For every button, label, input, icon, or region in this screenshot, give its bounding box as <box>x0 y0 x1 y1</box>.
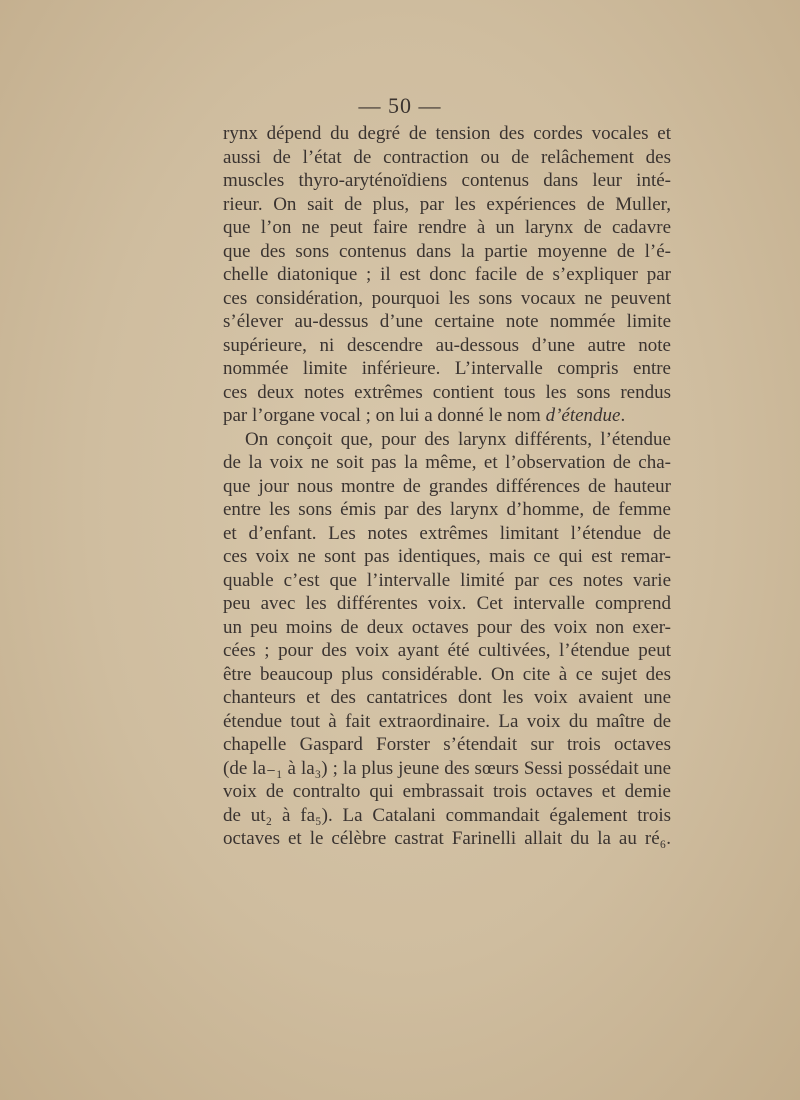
text-line: rieur. On sait de plus, par les expériences de Muller, <box>223 193 671 215</box>
text-line: s’élever au-dessus d’une certaine note nommée limite <box>223 311 671 332</box>
text-line: octaves et le célèbre castrat Farinelli allait du la au ré₆. <box>223 828 671 849</box>
text-line: ces voix ne sont pas identiques, mais ce qui est remar- <box>223 546 671 567</box>
text-line: étendue tout à fait extraordinaire. La voix du maître de <box>223 710 671 732</box>
text-line: de ut₂ à fa₅). La Catalani commandait également trois <box>223 804 671 826</box>
text-line: quable c’est que l’intervalle limité par ces notes varie <box>223 569 671 591</box>
text-line: que des sons contenus dans la partie moyenne de l’é- <box>223 240 671 262</box>
text-line: rynx dépend du degré de tension des cordes vocales et <box>223 123 671 144</box>
text-line: (de la₋₁ à la₃) ; la plus jeune des sœurs Sessi possédait une <box>223 757 671 779</box>
text-line: un peu moins de deux octaves pour des voix non exer- <box>223 616 671 638</box>
italic-term: d’étendue <box>545 405 621 426</box>
text-line: être beaucoup plus considérable. On cite à ce sujet des <box>223 663 671 685</box>
text-line: de la voix ne soit pas la même, et l’observation de cha- <box>223 452 671 473</box>
text-line: chanteurs et des cantatrices dont les voix avaient une <box>223 687 671 708</box>
text-line: ces deux notes extrêmes contient tous les sons rendus <box>223 381 671 403</box>
text-line: ces considération, pourquoi les sons vocaux ne peuvent <box>223 287 671 309</box>
text-line: peu avec les différentes voix. Cet intervalle comprend <box>223 593 671 614</box>
paragraph-end-line: par l’organe vocal ; on lui a donné le nom d’étendue. <box>223 405 626 426</box>
text-line: que l’on ne peut faire rendre à un larynx de cadavre <box>223 217 671 238</box>
text-line: chapelle Gaspard Forster s’étendait sur trois octaves <box>223 734 671 755</box>
text-line: muscles thyro-aryténoïdiens contenus dans leur inté- <box>223 170 671 191</box>
text-line: entre les sons émis par des larynx d’homme, de femme <box>223 499 671 520</box>
text-line: et d’enfant. Les notes extrêmes limitant l’étendue de <box>223 522 671 544</box>
text-line: supérieure, ni descendre au-dessous d’une autre note <box>223 334 671 356</box>
text-line: chelle diatonique ; il est donc facile de s’expliquer par <box>223 264 671 285</box>
text-line: voix de contralto qui embrassait trois octaves et demie <box>223 781 671 802</box>
page-number: — 50 — <box>358 93 442 118</box>
text-line: cées ; pour des voix ayant été cultivées, l’étendue peut <box>223 640 671 661</box>
text-line: nommée limite inférieure. L’intervalle compris entre <box>223 358 671 379</box>
paragraph-start-line: On conçoit que, pour des larynx différents, l’étendue <box>245 428 671 450</box>
body-text <box>223 122 671 851</box>
text-line: aussi de l’état de contraction ou de relâchement des <box>223 146 671 168</box>
text-line: que jour nous montre de grandes différences de hauteur <box>223 475 671 497</box>
